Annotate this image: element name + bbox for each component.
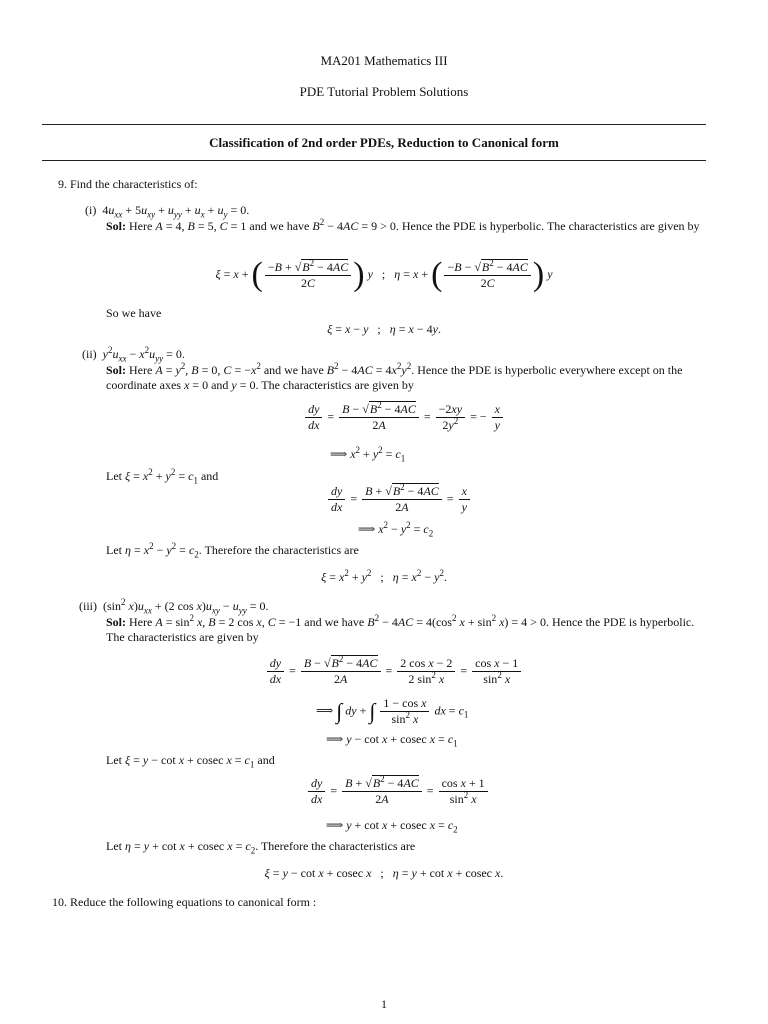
course-title: MA201 Mathematics III	[320, 53, 448, 68]
so-we-have: So we have	[106, 306, 162, 320]
problem-9-heading	[58, 177, 198, 192]
page-number: 1	[381, 997, 387, 1011]
part-ii-dydx-2: $\frac{dy}{dx}$ = $\frac{B + √B^2 - 4AC}{2A}$ = $\frac{x}{y}$	[326, 484, 472, 515]
problem-prompt: Reduce the following equations to canonical form :	[70, 895, 317, 909]
problem-number: 10.	[52, 895, 67, 909]
sol-label: Sol:	[106, 615, 127, 629]
part-i-equation: (i) $4u_{xx} + 5u_{xy} + u_{yy} + u_x + u_y = 0$.	[85, 203, 250, 220]
bottom-rule	[42, 160, 706, 161]
part-iii-solution: Sol: Here $A = \sin^2 x$, B = 2 cos x, C = −1 and we have $B^2 - 4AC = 4(\cos^2$ $x + \sin^2 x) = 4 > 0$. Hence the PDE is hyperbolic. The characteristics are given by	[106, 613, 695, 644]
part-ii-dydx-1: $\frac{dy}{dx}$ = $\frac{B - √B^2 - 4AC}{2A}$ = $\frac{-2xy}{2y^2}$ = − $\frac{x}{y}$	[0, 402, 768, 433]
part-label: (i)	[85, 203, 97, 217]
part-iii-integral: ⟹ ∫ dy + ∫ $\frac{\text{1 − cos x}}{\sin^2 x}$ dx = $c_1$	[316, 696, 469, 726]
part-iii-dydx-2: $\frac{dy}{dx}$ = $\frac{B + √B^2 - 4AC}{2A}$ = $\frac{\text{cos x + 1}}{\sin^2 x}$	[306, 776, 490, 807]
part-label: (iii)	[79, 599, 97, 613]
top-rule	[42, 124, 706, 125]
part-ii-equation: (ii) $y^2u_{xx} - x^2u_{yy} = 0$.	[82, 345, 185, 364]
document-title: PDE Tutorial Problem Solutions	[299, 84, 469, 99]
part-iii-implies-2: ⟹ y + cot x + cosec $x = c_2$	[326, 818, 458, 835]
part-ii-implies-1: ⟹ $x^2 + y^2 = c_1$	[330, 445, 406, 464]
part-ii-let-xi: Let $\xi = x^2 + y^2 = c_1$ and	[106, 467, 219, 486]
part-iii-dydx-1: $\frac{dy}{dx}$ = $\frac{B - √B^2 - 4AC}{2A}$ = $\frac{\text{2 cos x − 2}}{2 \sin^2 x}$ = $\frac{\text{cos x − 1}}{\sin^2 x}$	[0, 656, 768, 687]
problem-prompt: Find the characteristics of:	[70, 177, 198, 191]
part-i-solution: Sol: Here A = 4, B = 5, C = 1 and we have $B^2 - 4AC = 9 > 0$. Hence the PDE is hyperbolic. The characteristics are given by	[106, 217, 700, 233]
part-ii-solution: Sol: Here $A = y^2$, B = 0, $C = -x^2$ and we have $B^2 - 4AC = 4x^2y^2$. Hence the PDE is hyperbolic everywhere except on the coordinate axes x = 0 and y = 0. The characteristics are given by	[106, 361, 683, 392]
problem-number: 9.	[58, 177, 67, 191]
sol-label: Sol:	[106, 219, 127, 233]
part-ii-let-eta: Let $\eta = x^2 - y^2 = c_2$. Therefore the characteristics are	[106, 541, 359, 560]
part-i-result: ξ = x − y ; η = x − 4y.	[327, 322, 441, 336]
part-iii-implies-1: ⟹ y − cot x + cosec $x = c_1$	[326, 732, 458, 749]
sol-label: Sol:	[106, 363, 127, 377]
part-i-characteristics-formula: ξ = x + ( $\frac{-B + √B^2 - 4AC}{2C}$ ) y ; η = x + ( $\frac{-B - √B^2 - 4AC}{2C}$ ) y	[215, 256, 553, 293]
section-title: Classification of 2nd order PDEs, Reduction to Canonical form	[209, 135, 559, 150]
part-ii-result: $\xi = x^2 + y^2$ ; $\eta = x^2 - y^2$.	[321, 568, 447, 584]
part-iii-let-eta: Let η = y + cot x + cosec $x = c_2$. Therefore the characteristics are	[106, 839, 416, 856]
part-iii-let-xi: Let ξ = y − cot x + cosec $x = c_1$ and	[106, 753, 275, 770]
part-label: (ii)	[82, 347, 97, 361]
part-iii-result: ξ = y − cot x + cosec x ; η = y + cot x + cosec x.	[264, 866, 504, 880]
part-iii-equation: (iii) ($\sin^2$ $x)u_{xx} + (2$ $\cos x)u_{xy} - u_{yy} = 0$.	[79, 597, 269, 616]
problem-10-heading	[52, 895, 316, 910]
part-ii-implies-2: ⟹ $x^2 - y^2 = c_2$	[358, 520, 434, 539]
